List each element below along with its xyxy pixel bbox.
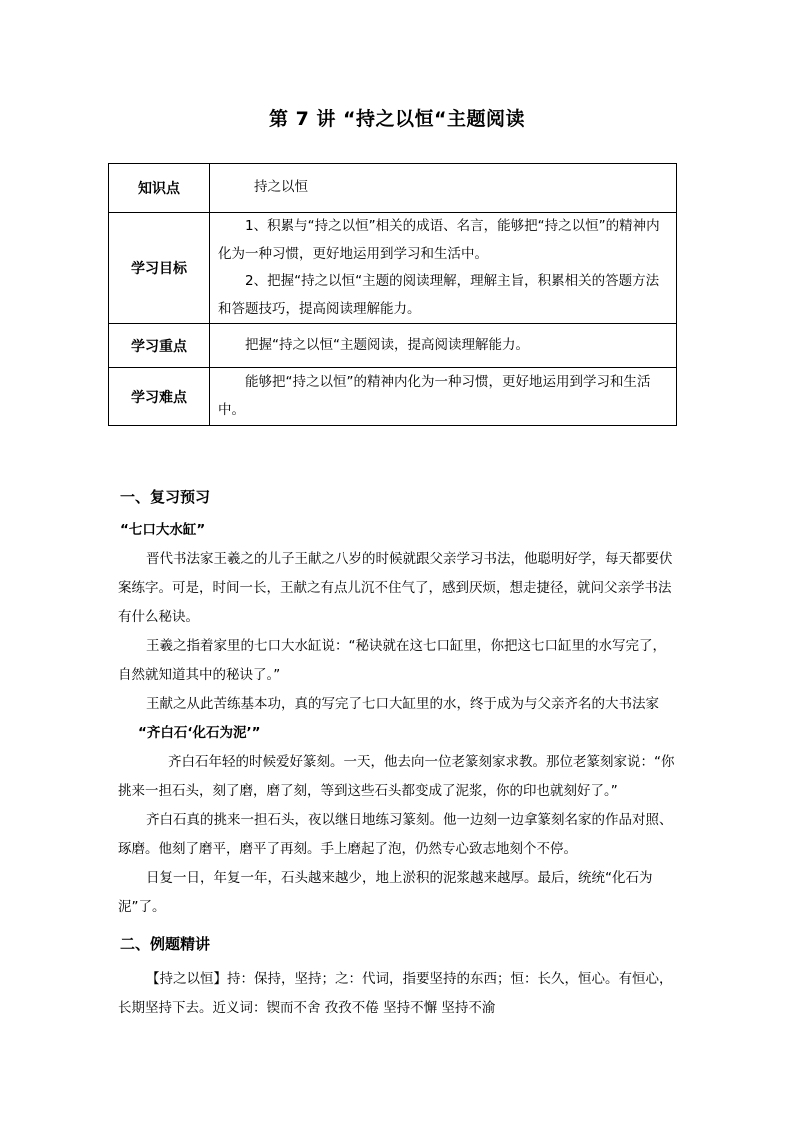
row-label: 学习目标 (109, 213, 210, 324)
table-row (109, 213, 677, 324)
section-body (118, 965, 679, 1023)
paragraph: 齐白石真的挑来一担石头，夜以继日地练习篆刻。他一边刻一边拿篆刻名家的作品对照、琢磨。他刻了磨平，磨平了再刻。手上磨起了泡，仍然专心致志地刻个不停。 (118, 812, 673, 857)
table-text: 持之以恒 (254, 179, 308, 196)
section-body (118, 516, 679, 922)
row-label: 知识点 (109, 164, 210, 213)
table-text: 2、把握“持之以恒“主题的阅读理解，理解主旨，积累相关的答题方法和答题技巧，提高阅读理解能力。 (218, 273, 660, 317)
paragraph: 王献之从此苦练基本功，真的写完了七口大缸里的水，终于成为与父亲齐名的大书法家 (146, 696, 659, 712)
paragraph: 王羲之指着家里的七口大水缸说：“秘诀就在这七口缸里，你把这七口缸里的水写完了，自然就知道其中的秘诀了。” (118, 638, 666, 683)
story-title: “七口大水缸” (120, 522, 206, 538)
section-heading: 二、例题精讲 (120, 935, 211, 953)
paragraph: 日复一日，年复一年，石头越来越少，地上淤积的泥浆越来越厚。最后，统统“化石为泥”了。 (118, 870, 653, 915)
row-value (210, 368, 677, 426)
row-label: 学习重点 (109, 324, 210, 368)
table-row (109, 164, 677, 213)
page-title: 第 7 讲 “持之以恒“主题阅读 (268, 108, 526, 130)
row-value (210, 164, 677, 213)
paragraph: 晋代书法家王羲之的儿子王献之八岁的时候就跟父亲学习书法，他聪明好学，每天都要伏案练字。可是，时间一长，王献之有点儿沉不住气了，感到厌烦，想走捷径，就问父亲学书法有什么秘诀。 (118, 551, 673, 625)
table-text: 能够把“持之以恒”的精神内化为一种习惯，更好地运用到学习和生活中。 (218, 374, 651, 418)
story-title: “齐白石‘化石为泥’” (138, 725, 261, 741)
row-value (210, 324, 677, 368)
row-label: 学习难点 (109, 368, 210, 426)
row-value (210, 213, 677, 324)
paragraph: 齐白石年轻的时候爱好篆刻。一天，他去向一位老篆刻家求教。那位老篆刻家说：“你挑来一担石头，刻了磨，磨了刻，等到这些石头都变成了泥浆，你的印也就刻好了。” (118, 754, 675, 799)
table-row (109, 368, 677, 426)
table-row (109, 324, 677, 368)
table-text: 把握“持之以恒“主题阅读，提高阅读理解能力。 (245, 336, 529, 353)
table-text: 1、积累与“持之以恒”相关的成语、名言，能够把“持之以恒”的精神内化为一种习惯，更好地运用到学习和生活中。 (218, 218, 660, 262)
paragraph: 【持之以恒】持：保持，坚持；之：代词，指要坚持的东西；恒：长久，恒心。有恒心，长期坚持下去。近义词：锲而不舍 孜孜不倦 坚持不懈 坚持不渝 (118, 971, 673, 1016)
section-heading: 一、复习预习 (120, 488, 211, 506)
objectives-table (108, 163, 677, 426)
